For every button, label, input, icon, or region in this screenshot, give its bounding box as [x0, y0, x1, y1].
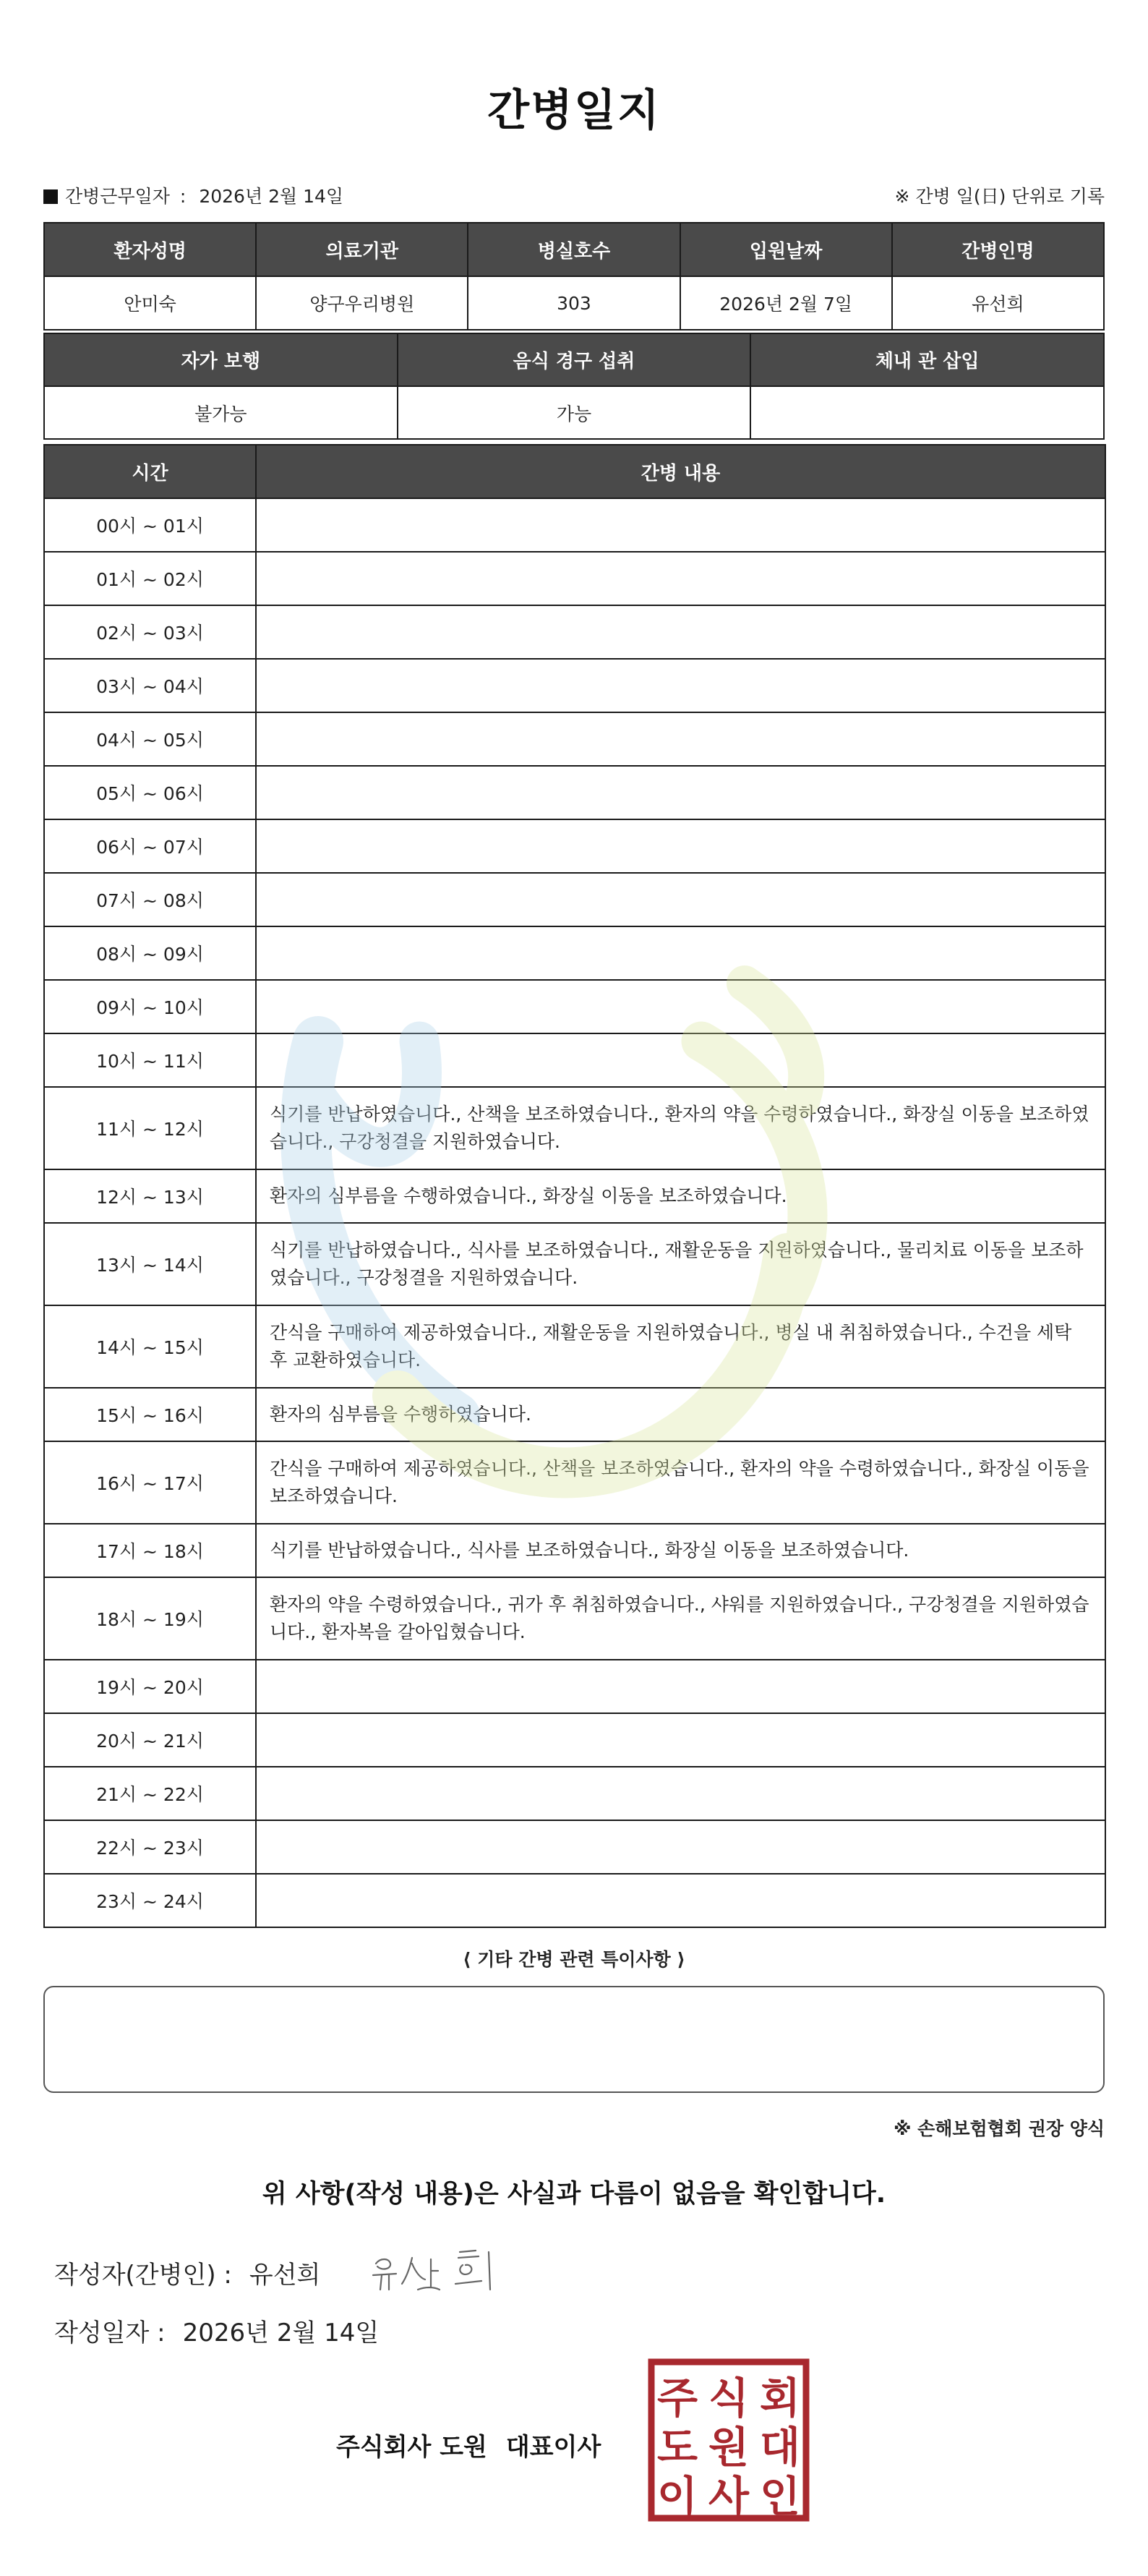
recommendation-note: ※ 손해보험협회 권장 양식 [894, 2118, 1105, 2139]
written-date-value: 2026년 2월 14일 [182, 2319, 380, 2347]
content-column-header: 간병 내용 [256, 445, 1105, 498]
svg-text:원: 원 [708, 2423, 750, 2472]
oral-intake-cell: 가능 [398, 386, 751, 439]
time-slot-cell: 19시 ~ 20시 [44, 1660, 256, 1713]
care-log-row [44, 605, 1105, 659]
care-log-row [44, 1874, 1105, 1927]
care-log-row [44, 1388, 1105, 1441]
time-slot-cell: 11시 ~ 12시 [44, 1087, 256, 1169]
care-content-cell [256, 1033, 1105, 1087]
time-slot-cell: 14시 ~ 15시 [44, 1305, 256, 1388]
care-log-row [44, 1660, 1105, 1713]
care-log-row [44, 552, 1105, 605]
care-content-cell [256, 712, 1105, 766]
care-content-cell [256, 552, 1105, 605]
patient-info-header: 의료기관 [256, 223, 468, 276]
svg-text:사: 사 [708, 2472, 750, 2521]
care-log-row [44, 1223, 1105, 1305]
record-unit-note: ※ 간병 일(日) 단위로 기록 [894, 186, 1105, 207]
patient-info-header: 환자성명 [44, 223, 256, 276]
care-log-row [44, 1087, 1105, 1169]
work-date-value: 2026년 2월 14일 [199, 186, 344, 207]
company-representative-title: 대표이사 [505, 2433, 601, 2462]
care-log-row [44, 1820, 1105, 1874]
svg-text:대: 대 [759, 2423, 801, 2472]
tube-insertion-cell [750, 386, 1104, 439]
time-column-header: 시간 [44, 445, 256, 498]
handwritten-signature [367, 2242, 505, 2300]
patient-status-table [43, 333, 1105, 440]
care-log-table [43, 444, 1106, 1928]
care-content-cell: 환자의 약을 수령하였습니다., 귀가 후 취침하였습니다., 샤워를 지원하였습니다., 구강청결을 지원하였습니다., 환자복을 갈아입혔습니다. [256, 1577, 1105, 1660]
time-slot-cell: 12시 ~ 13시 [44, 1169, 256, 1223]
care-content-cell [256, 766, 1105, 819]
care-log-row [44, 926, 1105, 980]
company-name: 주식회사 도원 [336, 2433, 487, 2462]
time-slot-cell: 06시 ~ 07시 [44, 819, 256, 873]
svg-text:인: 인 [759, 2472, 801, 2521]
patient-info-header: 병실호수 [468, 223, 680, 276]
svg-text:주: 주 [656, 2374, 698, 2423]
svg-text:회: 회 [759, 2374, 801, 2423]
care-content-cell: 식기를 반납하였습니다., 산책을 보조하였습니다., 환자의 약을 수령하였습니다., 화장실 이동을 보조하였습니다., 구강청결을 지원하였습니다. [256, 1087, 1105, 1169]
care-content-cell [256, 1820, 1105, 1874]
svg-text:식: 식 [708, 2374, 750, 2423]
care-content-cell: 간식을 구매하여 제공하였습니다., 재활운동을 지원하였습니다., 병실 내 취침하였습니다., 수건을 세탁 후 교환하였습니다. [256, 1305, 1105, 1388]
time-slot-cell: 13시 ~ 14시 [44, 1223, 256, 1305]
care-content-cell [256, 1660, 1105, 1713]
care-log-row [44, 1305, 1105, 1388]
care-content-cell [256, 1767, 1105, 1820]
time-slot-cell: 20시 ~ 21시 [44, 1713, 256, 1767]
writer-name: 유선희 [249, 2261, 321, 2290]
work-date-separator: : [179, 186, 187, 207]
care-content-cell: 간식을 구매하여 제공하였습니다., 산책을 보조하였습니다., 환자의 약을 수령하였습니다., 화장실 이동을 보조하였습니다. [256, 1441, 1105, 1524]
time-slot-cell: 22시 ~ 23시 [44, 1820, 256, 1874]
care-log-row [44, 873, 1105, 926]
time-slot-cell: 01시 ~ 02시 [44, 552, 256, 605]
special-notes-box [43, 1986, 1105, 2093]
confirmation-statement: 위 사항(작성 내용)은 사실과 다름이 없음을 확인합니다. [262, 2180, 886, 2209]
time-slot-cell: 10시 ~ 11시 [44, 1033, 256, 1087]
care-log-row [44, 1767, 1105, 1820]
special-notes-title: ⟨ 기타 간병 관련 특이사항 ⟩ [463, 1949, 685, 1970]
time-slot-cell: 08시 ~ 09시 [44, 926, 256, 980]
writer-line [54, 2255, 320, 2290]
time-slot-cell: 07시 ~ 08시 [44, 873, 256, 926]
company-seal-stamp [647, 2358, 810, 2522]
company-signature-line [336, 2427, 620, 2462]
patient-info-header: 입원날짜 [680, 223, 892, 276]
care-log-row [44, 1169, 1105, 1223]
care-content-cell: 환자의 심부름을 수행하였습니다. [256, 1388, 1105, 1441]
care-content-cell [256, 659, 1105, 712]
time-slot-cell: 16시 ~ 17시 [44, 1441, 256, 1524]
time-slot-cell: 18시 ~ 19시 [44, 1577, 256, 1660]
page-title: 간병일지 [487, 85, 661, 136]
hospital-cell: 양구우리병원 [256, 276, 468, 330]
care-content-cell: 식기를 반납하였습니다., 식사를 보조하였습니다., 재활운동을 지원하였습니다., 물리치료 이동을 보조하였습니다., 구강청결을 지원하였습니다. [256, 1223, 1105, 1305]
care-log-row [44, 1577, 1105, 1660]
patient-info-header: 간병인명 [892, 223, 1104, 276]
status-header: 음식 경구 섭취 [398, 333, 751, 386]
svg-text:도: 도 [656, 2423, 698, 2472]
work-date-label: 간병근무일자 [65, 186, 170, 207]
time-slot-cell: 00시 ~ 01시 [44, 498, 256, 552]
walking-status-cell: 불가능 [44, 386, 398, 439]
care-content-cell [256, 873, 1105, 926]
care-log-row [44, 766, 1105, 819]
svg-text:이: 이 [656, 2472, 698, 2521]
care-log-row [44, 659, 1105, 712]
care-log-row [44, 1033, 1105, 1087]
care-log-row [44, 498, 1105, 552]
work-date-line [43, 182, 343, 208]
care-content-cell [256, 1874, 1105, 1927]
care-content-cell [256, 498, 1105, 552]
square-bullet-icon [43, 189, 58, 204]
room-number-cell: 303 [468, 276, 680, 330]
admission-date-cell: 2026년 2월 7일 [680, 276, 892, 330]
care-content-cell [256, 819, 1105, 873]
time-slot-cell: 05시 ~ 06시 [44, 766, 256, 819]
patient-info-table [43, 222, 1105, 330]
time-slot-cell: 03시 ~ 04시 [44, 659, 256, 712]
care-content-cell [256, 926, 1105, 980]
written-date-line [54, 2313, 379, 2348]
time-slot-cell: 17시 ~ 18시 [44, 1524, 256, 1577]
care-log-row [44, 1524, 1105, 1577]
time-slot-cell: 04시 ~ 05시 [44, 712, 256, 766]
time-slot-cell: 23시 ~ 24시 [44, 1874, 256, 1927]
care-log-row [44, 712, 1105, 766]
time-slot-cell: 15시 ~ 16시 [44, 1388, 256, 1441]
care-log-row [44, 980, 1105, 1033]
care-log-row [44, 1713, 1105, 1767]
time-slot-cell: 21시 ~ 22시 [44, 1767, 256, 1820]
care-content-cell [256, 605, 1105, 659]
writer-label: 작성자(간병인) : [54, 2261, 232, 2290]
care-content-cell [256, 1713, 1105, 1767]
care-content-cell: 식기를 반납하였습니다., 식사를 보조하였습니다., 화장실 이동을 보조하였습니다. [256, 1524, 1105, 1577]
written-date-label: 작성일자 : [54, 2319, 166, 2347]
patient-name-cell: 안미숙 [44, 276, 256, 330]
care-content-cell [256, 980, 1105, 1033]
time-slot-cell: 09시 ~ 10시 [44, 980, 256, 1033]
time-slot-cell: 02시 ~ 03시 [44, 605, 256, 659]
status-header: 자가 보행 [44, 333, 398, 386]
status-header: 체내 관 삽입 [750, 333, 1104, 386]
care-content-cell: 환자의 심부름을 수행하였습니다., 화장실 이동을 보조하였습니다. [256, 1169, 1105, 1223]
care-log-row [44, 819, 1105, 873]
caregiver-name-cell: 유선희 [892, 276, 1104, 330]
care-log-row [44, 1441, 1105, 1524]
